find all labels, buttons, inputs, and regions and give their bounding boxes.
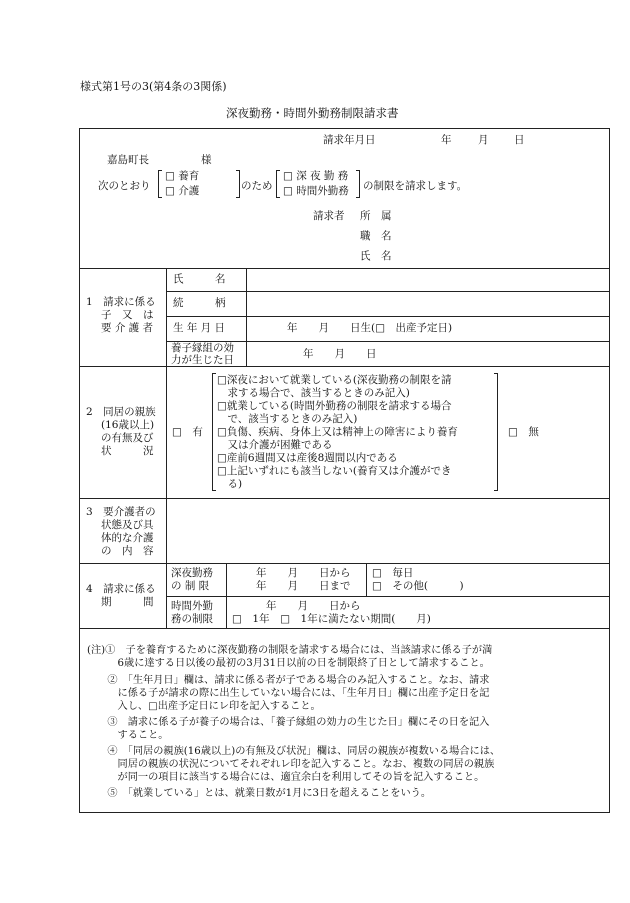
option-night-work[interactable]: □ 深 夜 勤 務 <box>283 170 349 182</box>
status-item-none[interactable]: □上記いずれにも該当しない(養育又は介護ができ <box>217 465 452 477</box>
note-line-3: ② 「生年月日」欄は、請求に係る者が子である場合のみ記入すること。なお、請求 <box>87 675 490 686</box>
section4-row-line <box>166 596 610 597</box>
document-title: 深夜勤務・時間外勤務制限請求書 <box>226 106 399 120</box>
label-column-line <box>166 268 167 628</box>
section2-bracket-right <box>494 373 498 491</box>
section1-label-1: 1 請求に係る <box>86 296 156 308</box>
section1-label-3: 要 介 護 者 <box>101 322 154 334</box>
section1-sub-column-line <box>246 268 247 366</box>
adoption-label-2: 力が生じた日 <box>171 354 234 366</box>
divider-section1 <box>79 366 610 367</box>
note-line-11: ⑤ 「就業している」とは、就業日数が1月に3日を超えることをいう。 <box>87 788 432 799</box>
note-line-6: ③ 請求に係る子が養子の場合は、「養子縁組の効力の生じた日」欄にその日を記入 <box>87 717 490 728</box>
section3-label-3: 体的な介護 <box>101 532 154 544</box>
divider-section2 <box>79 498 610 499</box>
note-line-5: 入し、□出産予定日にレ印を記入すること。 <box>87 701 321 712</box>
section3-label-2: 状態及び具 <box>101 519 154 531</box>
note-line-8: ④ 「同居の親族(16歳以上)の有無及び状況」欄は、同居の親族が複数いる場合には、 <box>87 746 501 757</box>
option-nursing[interactable]: □ 介護 <box>165 185 200 197</box>
request-closing: の制限を請求します。 <box>363 180 468 192</box>
affiliation-label: 所 属 <box>360 210 392 222</box>
note-line-2: 6歳に達する日以後の最初の3月31日以前の日を制限終了日として請求すること。 <box>87 658 490 669</box>
section3-label-1: 3 要介護者の <box>86 506 156 518</box>
section2-label-4: 状 況 <box>101 445 154 457</box>
position-label: 職 名 <box>360 230 392 242</box>
cohabitant-no-checkbox[interactable]: □ 無 <box>508 426 539 438</box>
option-overtime[interactable]: □ 時間外勤務 <box>283 185 349 197</box>
section2-label-1: 2 同居の親族 <box>86 406 156 418</box>
section1-label-2: 子 又 は <box>101 309 154 321</box>
status-item-night-work-cont: 求する場合で、該当するときのみ記入) <box>217 387 410 399</box>
bracket-left-2 <box>276 170 280 198</box>
night-option-other[interactable]: □ その他( ) <box>372 580 464 592</box>
section2-label-3: の有無及び <box>101 432 154 444</box>
bracket-right-2 <box>356 170 360 198</box>
note-line-7: すること。 <box>87 730 169 741</box>
status-item-disability-cont: 又は介護が困難である <box>217 439 333 451</box>
note-line-10: が同一の項目に該当する場合には、適宜余白を利用してその旨を記入すること。 <box>87 772 485 783</box>
night-period-from[interactable]: 年 月 日から <box>256 567 351 579</box>
divider-section3 <box>79 563 610 564</box>
status-item-none-cont: る) <box>217 478 243 490</box>
child-birthdate-label: 生 年 月 日 <box>173 322 226 334</box>
adoption-label-1: 養子縁組の効 <box>171 342 234 354</box>
child-name-label: 氏 名 <box>173 273 226 285</box>
overtime-restriction-label-2: 務の制限 <box>171 613 213 625</box>
date-month: 月 <box>478 134 489 146</box>
section1-row-line-2 <box>166 316 610 317</box>
bracket-right-1 <box>236 170 240 198</box>
night-restriction-label-1: 深夜勤務 <box>171 567 213 579</box>
adoption-date-value[interactable]: 年 月 日 <box>303 348 377 360</box>
connector-text: のため <box>241 180 273 192</box>
option-childcare[interactable]: □ 養育 <box>165 170 200 182</box>
bracket-left-1 <box>158 170 162 198</box>
overtime-restriction-label-1: 時間外勤 <box>171 600 213 612</box>
section2-label-2: (16歳以上) <box>101 419 155 431</box>
night-restriction-label-2: の 制 限 <box>171 580 210 592</box>
date-label: 請求年月日 <box>323 134 376 146</box>
section3-label-4: の 内 容 <box>101 545 154 557</box>
note-line-9: 同居の親族の状況についてそれぞれレ印を記入すること。なお、複数の同居の親族 <box>87 759 495 770</box>
status-item-night-work[interactable]: □深夜において就業している(深夜勤務の制限を請 <box>217 374 452 386</box>
status-item-disability[interactable]: □負傷、疾病、身体上又は精神上の障害により養育 <box>217 426 458 438</box>
night-option-daily[interactable]: □ 毎日 <box>372 567 414 579</box>
child-relation-label: 続 柄 <box>173 297 226 309</box>
form-number: 様式第1号の3(第4条の3関係) <box>80 80 227 93</box>
overtime-period-options[interactable]: □ 1年 □ 1年に満たない期間( 月) <box>232 613 431 625</box>
section4-night-options-line <box>366 563 367 596</box>
overtime-period-from[interactable]: 年 月 日から <box>266 600 361 612</box>
request-lead: 次のとおり <box>98 180 151 192</box>
section2-bracket-left <box>212 373 216 491</box>
status-item-maternity[interactable]: □産前6週間又は産後8週間以内である <box>217 452 398 464</box>
child-birthdate-value[interactable]: 年 月 日生(□ 出産予定日) <box>287 322 453 334</box>
status-item-working-cont: で、該当するときのみ記入) <box>217 413 358 425</box>
status-item-working[interactable]: □就業している(時間外勤務の制限を請求する場合 <box>217 400 452 412</box>
note-line-4: に係る子が請求の際に出生していない場合には、「生年月日」欄に出産予定日を記 <box>87 688 490 699</box>
note-line-1: (注)① 子を養育するために深夜勤務の制限を請求する場合には、当該請求に係る子が満 <box>87 645 493 656</box>
requester-label: 請求者 <box>313 210 345 222</box>
honorific: 様 <box>201 154 212 166</box>
requester-name-label: 氏 名 <box>360 250 392 262</box>
divider-top-section <box>79 268 610 269</box>
section4-label-2: 期 間 <box>101 596 154 608</box>
section4-label-1: 4 請求に係る <box>86 583 156 595</box>
divider-section4 <box>79 628 610 629</box>
section1-row-line-1 <box>166 291 610 292</box>
date-day: 日 <box>514 134 525 146</box>
addressee: 嘉島町長 <box>107 154 149 166</box>
date-year: 年 <box>441 134 452 146</box>
cohabitant-yes-checkbox[interactable]: □ 有 <box>172 426 203 438</box>
night-period-to[interactable]: 年 月 日まで <box>256 580 351 592</box>
